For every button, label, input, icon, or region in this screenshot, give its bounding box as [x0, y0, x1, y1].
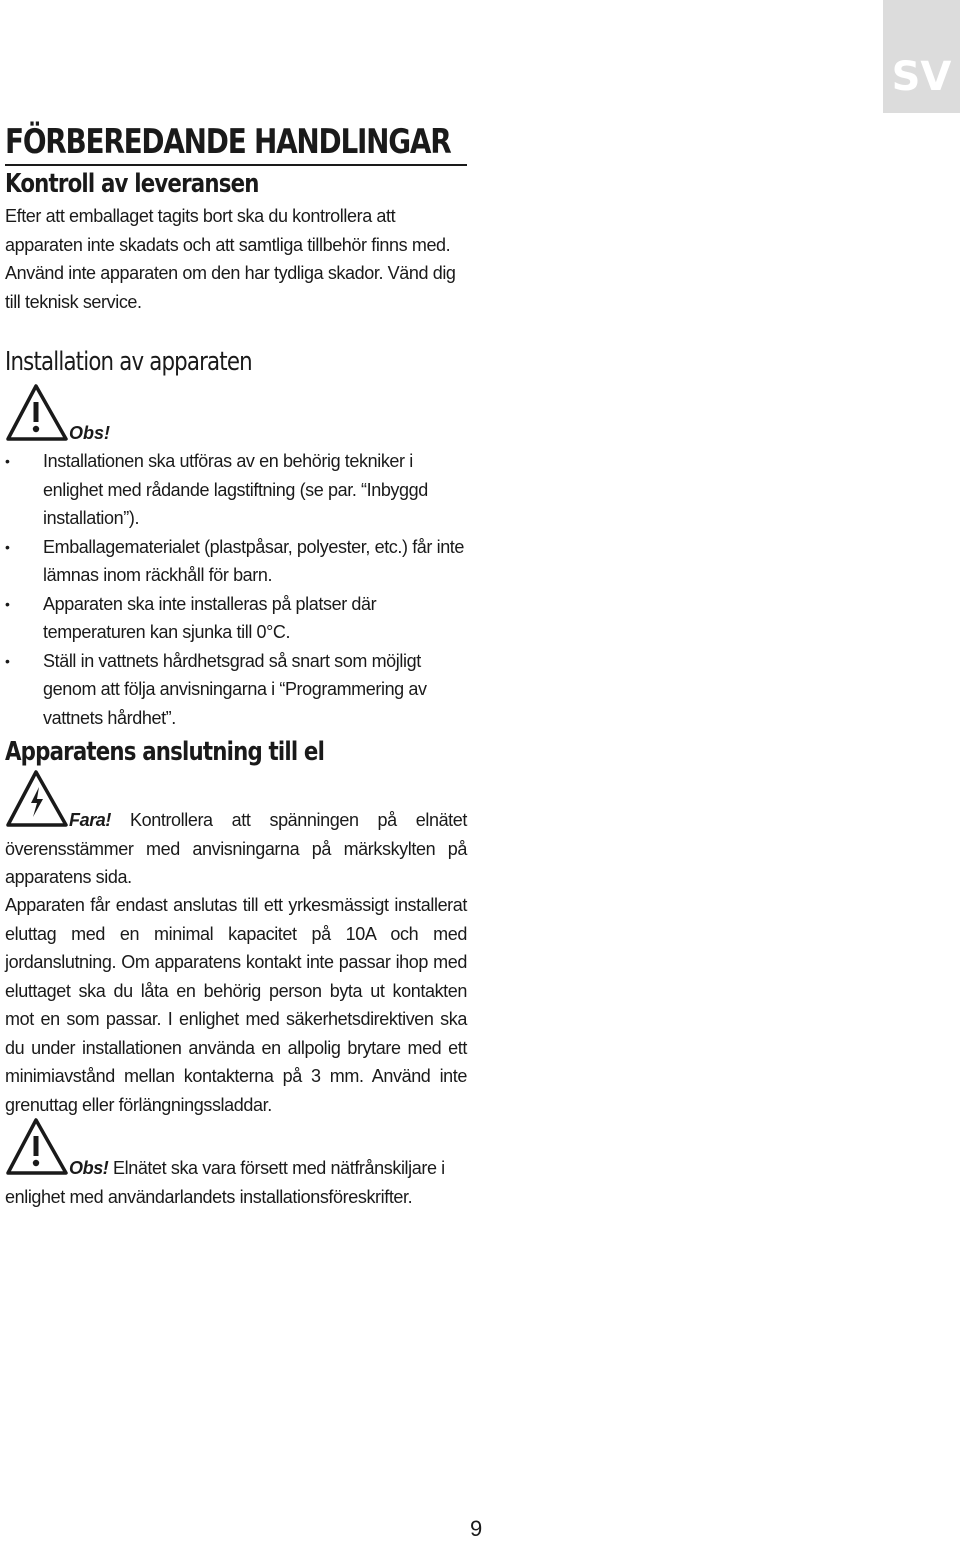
danger-label: Fara! [69, 810, 112, 830]
obs-text: Elnätet ska vara försett med nätfrånskiljare i enlighet med användarlandets installationsföreskrifter. [5, 1158, 445, 1207]
page-title: FÖRBEREDANDE HANDLINGAR [5, 122, 451, 162]
list-item: • Installationen ska utföras av en behörig tekniker i enlighet med rådande lagstiftning (se par. “Inbyggd installation”). [5, 447, 467, 533]
electrical-paragraph: Apparaten får endast anslutas till ett yrkesmässigt installerat eluttag med en minimal kapacitet på 10A och med jordanslutning. Om apparatens kontakt inte passar ihop med eluttaget ska du låta en behörig person byta ut kontakten mot en som passar. I enlighet med säkerhetsdirektiven ska du under installationen använda en allpolig brytare med ett minimiavstånd mellan kontakterna på 3 mm. Använd inte grenuttag eller förlängningssladdar. [5, 895, 467, 1115]
heading-installation: Installation av apparaten [5, 347, 252, 377]
delivery-check-text: Efter att emballaget tagits bort ska du kontrollera att apparaten inte skadats och att samtliga tillbehör finns med. Använd inte apparaten om den har tydliga skador. Vänd dig till teknisk service. [5, 206, 456, 312]
heading-electrical: Apparatens anslutning till el [5, 737, 325, 767]
heading-delivery-check: Kontroll av leveransen [5, 169, 259, 199]
page-number: 9 [470, 1516, 483, 1541]
list-item: • Apparaten ska inte installeras på platser där temperaturen kan sjunka till 0°C. [5, 590, 467, 647]
danger-text: Kontrollera att spänningen på elnätet överensstämmer med anvisningarna på märkskylten på apparatens sida. [5, 810, 467, 887]
installation-bullets [5, 447, 467, 732]
warning-icon [5, 384, 69, 442]
danger-paragraph [5, 806, 467, 892]
obs-paragraph [5, 1154, 467, 1211]
obs-label: Obs! [69, 1158, 109, 1178]
list-item: • Ställ in vattnets hårdhetsgrad så snart som möjligt genom att följa anvisningarna i “Programmering av vattnets hårdhet”. [5, 647, 467, 733]
title-divider [5, 164, 467, 166]
obs-label: Obs! [69, 423, 111, 443]
list-item: • Emballagematerialet (plastpåsar, polyester, etc.) får inte lämnas inom räckhåll för barn. [5, 533, 467, 590]
language-tab: SV [883, 0, 960, 113]
